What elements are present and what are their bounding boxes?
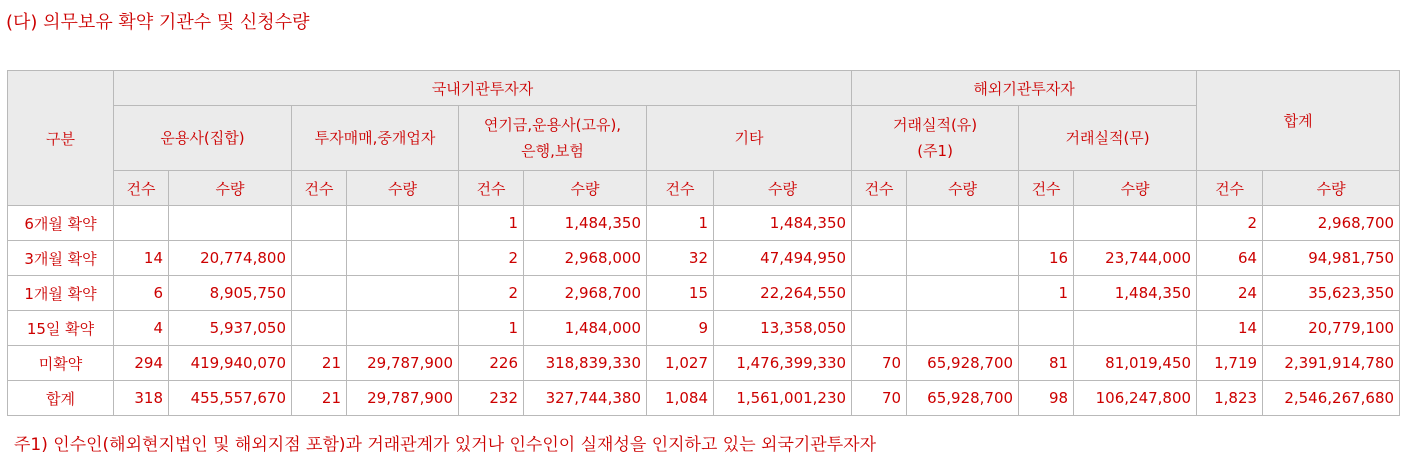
qty-cell: 2,391,914,780 [1263,346,1400,381]
qty-cell: 1,484,350 [524,206,647,241]
header-group: 구분 [8,71,114,206]
qty-cell [347,276,459,311]
row-label: 합계 [8,381,114,416]
qty-cell: 29,787,900 [347,381,459,416]
header-qty: 수량 [907,171,1019,206]
qty-cell [1074,206,1197,241]
count-cell: 318 [114,381,169,416]
count-cell: 1,084 [647,381,714,416]
count-cell [852,206,907,241]
count-cell: 98 [1019,381,1074,416]
count-cell: 6 [114,276,169,311]
count-cell: 14 [1197,311,1263,346]
header-track-yes-line2: (주1) [917,142,953,160]
count-cell [292,206,347,241]
count-cell: 1,027 [647,346,714,381]
qty-cell: 20,774,800 [169,241,292,276]
header-count: 건수 [1019,171,1074,206]
count-cell: 226 [459,346,524,381]
qty-cell: 1,484,000 [524,311,647,346]
count-cell: 2 [459,241,524,276]
qty-cell: 65,928,700 [907,381,1019,416]
header-domestic: 국내기관투자자 [114,71,852,106]
count-cell: 16 [1019,241,1074,276]
table-row [8,241,1400,276]
header-count: 건수 [292,171,347,206]
qty-cell: 327,744,380 [524,381,647,416]
header-qty: 수량 [1074,171,1197,206]
qty-cell: 419,940,070 [169,346,292,381]
count-cell: 81 [1019,346,1074,381]
header-other: 기타 [647,106,852,171]
table-row [8,311,1400,346]
qty-cell: 2,968,700 [1263,206,1400,241]
header-track-yes-line1: 거래실적(유) [892,116,978,134]
qty-cell: 2,546,267,680 [1263,381,1400,416]
count-cell [292,311,347,346]
qty-cell: 13,358,050 [714,311,852,346]
count-cell: 24 [1197,276,1263,311]
header-broker: 투자매매,중개업자 [292,106,459,171]
header-qty: 수량 [169,171,292,206]
qty-cell [169,206,292,241]
qty-cell: 106,247,800 [1074,381,1197,416]
qty-cell: 35,623,350 [1263,276,1400,311]
count-cell: 70 [852,381,907,416]
qty-cell: 20,779,100 [1263,311,1400,346]
header-qty: 수량 [714,171,852,206]
section-title: (다) 의무보유 확약 기관수 및 신청수량 [6,12,310,33]
qty-cell: 29,787,900 [347,346,459,381]
count-cell [292,241,347,276]
count-cell [852,311,907,346]
count-cell: 294 [114,346,169,381]
header-total: 합계 [1197,71,1400,171]
header-track-no: 거래실적(무) [1019,106,1197,171]
count-cell: 2 [1197,206,1263,241]
count-cell [292,276,347,311]
count-cell: 21 [292,381,347,416]
qty-cell [907,276,1019,311]
count-cell [852,276,907,311]
footnote: 주1) 인수인(해외현지법인 및 해외지점 포함)과 거래관계가 있거나 인수인이 실재성을 인지하고 있는 외국기관투자자 [14,435,876,455]
qty-cell [907,311,1019,346]
header-count: 건수 [647,171,714,206]
count-cell: 21 [292,346,347,381]
header-count: 건수 [852,171,907,206]
qty-cell: 23,744,000 [1074,241,1197,276]
table-row [8,206,1400,241]
count-cell: 1 [1019,276,1074,311]
count-cell: 2 [459,276,524,311]
row-label: 1개월 확약 [8,276,114,311]
qty-cell [907,241,1019,276]
qty-cell: 65,928,700 [907,346,1019,381]
count-cell: 9 [647,311,714,346]
qty-cell: 1,484,350 [1074,276,1197,311]
qty-cell [347,241,459,276]
qty-cell: 1,484,350 [714,206,852,241]
qty-cell [347,311,459,346]
header-count: 건수 [1197,171,1263,206]
table-body [8,206,1400,416]
count-cell [852,241,907,276]
header-qty: 수량 [524,171,647,206]
qty-cell: 318,839,330 [524,346,647,381]
count-cell: 15 [647,276,714,311]
table-row [8,276,1400,311]
qty-cell: 47,494,950 [714,241,852,276]
count-cell: 64 [1197,241,1263,276]
header-asset-mgmt: 운용사(집합) [114,106,292,171]
count-cell [114,206,169,241]
count-cell: 4 [114,311,169,346]
count-cell [1019,311,1074,346]
qty-cell: 2,968,700 [524,276,647,311]
row-label: 6개월 확약 [8,206,114,241]
qty-cell: 2,968,000 [524,241,647,276]
qty-cell [347,206,459,241]
count-cell: 1 [459,206,524,241]
qty-cell: 8,905,750 [169,276,292,311]
qty-cell: 22,264,550 [714,276,852,311]
count-cell [1019,206,1074,241]
qty-cell [1074,311,1197,346]
count-cell: 1 [459,311,524,346]
qty-cell: 5,937,050 [169,311,292,346]
header-qty: 수량 [347,171,459,206]
table-row [8,346,1400,381]
qty-cell: 81,019,450 [1074,346,1197,381]
qty-cell: 1,561,001,230 [714,381,852,416]
row-label: 3개월 확약 [8,241,114,276]
count-cell: 70 [852,346,907,381]
count-cell: 14 [114,241,169,276]
header-track-yes [852,106,1019,171]
qty-cell: 455,557,670 [169,381,292,416]
row-label: 15일 확약 [8,311,114,346]
lockup-table [7,70,1400,416]
qty-cell [907,206,1019,241]
header-pension-line1: 연기금,운용사(고유), [483,116,622,134]
header-pension [459,106,647,171]
qty-cell: 94,981,750 [1263,241,1400,276]
table-row [8,381,1400,416]
header-count: 건수 [459,171,524,206]
header-count: 건수 [114,171,169,206]
qty-cell: 1,476,399,330 [714,346,852,381]
count-cell: 1 [647,206,714,241]
header-qty: 수량 [1263,171,1400,206]
row-label: 미확약 [8,346,114,381]
count-cell: 1,823 [1197,381,1263,416]
count-cell: 232 [459,381,524,416]
header-foreign: 해외기관투자자 [852,71,1197,106]
count-cell: 1,719 [1197,346,1263,381]
header-pension-line2: 은행,보험 [521,142,584,160]
count-cell: 32 [647,241,714,276]
